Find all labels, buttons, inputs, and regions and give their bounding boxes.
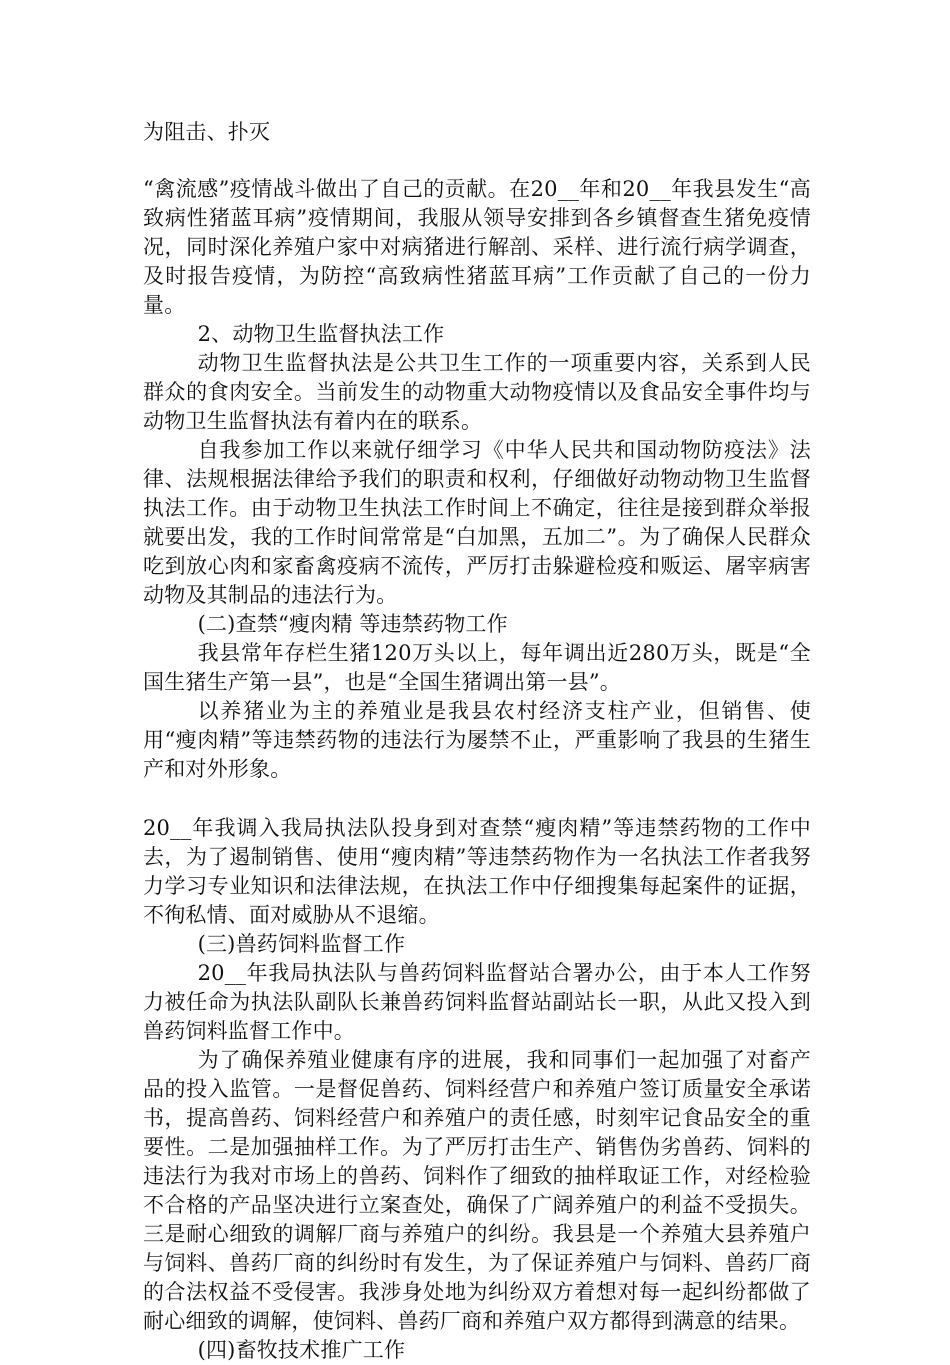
paragraph-merged-office: 20__年我局执法队与兽药饲料监督站合署办公，由于本人工作努力被任命为执法队副队长兼兽药饲料监督站副站长一职，从此又投入到兽药饲料监督工作中。 <box>143 961 811 1043</box>
document-body <box>143 118 811 1365</box>
section-heading-livestock-tech: (四)畜牧技术推广工作 <box>197 1338 406 1362</box>
section-heading-veterinary-feed: (三)兽药饲料监督工作 <box>197 932 406 956</box>
paragraph-pig-stats: 我县常年存栏生猪120万头以上，每年调出近280万头，既是“全国生猪生产第一县”，也是“全国生猪调出第一县”。 <box>143 641 811 694</box>
paragraph-enforcement-work: 自我参加工作以来就仔细学习《中华人民共和国动物防疫法》法律、法规根据法律给予我们的职责和权利，仔细做好动物动物卫生监督执法工作。由于动物卫生执法工作时间上不确定，往往是接到群众举报就要出发，我的工作时间常常是“白加黑，五加二”。为了确保人民群众吃到放心肉和家畜禽疫病不流传，严厉打击躲避检疫和贩运、屠宰病害动物及其制品的违法行为。 <box>143 438 811 607</box>
paragraph-pig-industry: 以养猪业为主的养殖业是我县农村经济支柱产业，但销售、使用“瘦肉精”等违禁药物的违法行为屡禁不止，严重影响了我县的生猪生产和对外形象。 <box>143 699 811 781</box>
paragraph-continuation: 为阻击、扑灭 <box>143 120 271 144</box>
paragraph-clenbuterol-work: 20__年我调入我局执法队投身到对查禁“瘦肉精”等违禁药物的工作中去，为了遏制销售、使用“瘦肉精”等违禁药物作为一名执法工作者我努力学习专业知识和法律法规，在执法工作中仔细搜集每起案件的证据，不徇私情、面对威胁从不退缩。 <box>143 816 811 927</box>
paragraph-bird-flu: “禽流感”疫情战斗做出了自己的贡献。在20__年和20__年我县发生“高致病性猪蓝耳病”疫情期间，我服从领导安排到各乡镇督查生猪免疫情况，同时深化养殖户家中对病猪进行解剖、采样、进行流行病学调查，及时报告疫情，为防控“高致病性猪蓝耳病”工作贡献了自己的一份力量。 <box>143 177 811 317</box>
paragraph-supervision-work: 为了确保养殖业健康有序的进展，我和同事们一起加强了对畜产品的投入监管。一是督促兽药、饲料经营户和养殖户签订质量安全承诺书，提高兽药、饲料经营户和养殖户的责任感，时刻牢记食品安全的重要性。二是加强抽样工作。为了严厉打击生产、销售伪劣兽药、饲料的违法行为我对市场上的兽药、饲料作了细致的抽样取证工作，对经检验不合格的产品坚决进行立案查处，确保了广阔养殖户的利益不受损失。三是耐心细致的调解厂商与养殖户的纠纷。我县是一个养殖大县养殖户与饲料、兽药厂商的纠纷时有发生，为了保证养殖户与饲料、兽药厂商的合法权益不受侵害。我涉身处地为纠纷双方着想对每一起纠纷都做了耐心细致的调解，使饲料、兽药厂商和养殖户双方都得到满意的结果。 <box>143 1048 811 1333</box>
section-heading-clenbuterol: (二)查禁“瘦肉精 等违禁药物工作 <box>197 612 508 636</box>
section-heading-animal-health-enforcement: 2、动物卫生监督执法工作 <box>197 322 445 346</box>
paragraph-enforcement-importance: 动物卫生监督执法是公共卫生工作的一项重要内容，关系到人民群众的食肉安全。当前发生的动物重大动物疫情以及食品安全事件均与动物卫生监督执法有着内在的联系。 <box>143 351 811 433</box>
